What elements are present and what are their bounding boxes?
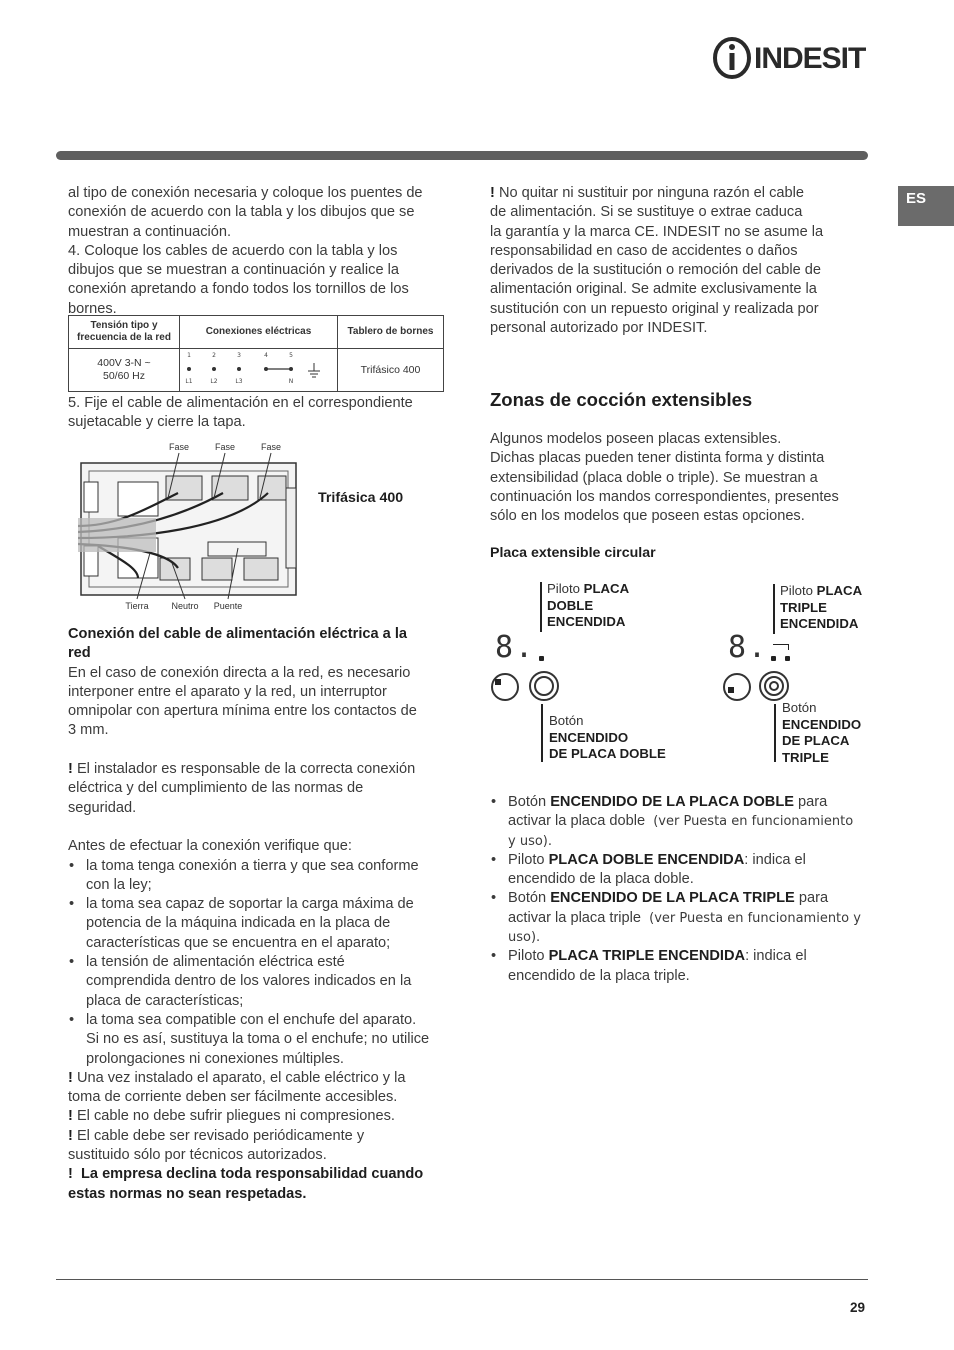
pilot-triple-bracket [788, 644, 789, 650]
display-triple: 8. [728, 630, 769, 665]
terminal-dot [187, 367, 191, 371]
text-line: En el caso de conexión directa a la red, es necesario [68, 664, 411, 681]
text-line: El cable debe ser revisado periódicamente y [76, 1127, 365, 1144]
zone-button[interactable] [491, 673, 519, 701]
warning-icon: ! [68, 761, 73, 778]
list-item: • la toma sea compatible con el enchufe del aparato. Si no es así, sustituya la toma o el enchufe; no utilice prolongaciones ni conexiones múltiples. [68, 1011, 453, 1069]
button-double-leader [541, 704, 543, 762]
zone-button[interactable] [723, 673, 751, 701]
display-double: 8. [495, 630, 536, 665]
triple-plate-button[interactable] [759, 671, 789, 701]
text-line: continuación los mandos correspondientes, presentes [490, 488, 839, 505]
table-cell [69, 349, 180, 392]
list-item: • la tensión de alimentación eléctrica esté comprendida dentro de los valores indicados en la placa de características; [68, 953, 453, 1011]
text-line: La empresa declina toda responsabilidad cuando [80, 1166, 424, 1183]
button-double-label: Botón ENCENDIDO DE PLACA DOBLE [549, 713, 666, 761]
header-bar [56, 151, 868, 160]
text-line: Antes de efectuar la conexión verifique que: [68, 838, 352, 855]
triple-ring-icon [764, 676, 784, 696]
tierra-label: Tierra [125, 601, 149, 611]
section-heading: Zonas de cocción extensibles [490, 389, 753, 410]
warning-icon: ! [490, 185, 495, 201]
fase-label: Fase [260, 442, 282, 452]
verify-list [68, 857, 453, 1069]
terminal-block-diagram [78, 438, 310, 616]
connections-table [68, 315, 444, 392]
language-tab [898, 186, 954, 226]
text-line: toma de corriente deben ser fácilmente accesibles. [68, 1089, 398, 1106]
text-line: Dichas placas pueden tener distinta forma y distinta [490, 450, 825, 467]
pilot-triple-led-2 [785, 656, 790, 661]
text-line: extensibilidad (placa doble o triple). Se muestran a [490, 469, 818, 486]
text-line: derivados de la sustitución o remoción del cable de [490, 262, 821, 279]
list-item: • la toma tenga conexión a tierra y que sea conforme con la ley; [68, 857, 453, 896]
text-line: Algunos modelos poseen placas extensibles. [490, 431, 782, 447]
warning-icon: ! [68, 1166, 73, 1183]
phase-label: L1 [185, 378, 193, 385]
pilot-triple-label: Piloto PLACA TRIPLE ENCENDIDA [780, 583, 863, 631]
lower-terminals [160, 558, 278, 580]
cable-holder-top [118, 482, 158, 516]
page-number: 29 [850, 1300, 866, 1315]
zone-indicator-icon [728, 687, 734, 693]
text-line: eléctrica y del cumplimiento de las normas de [68, 780, 364, 797]
phase-label: L2 [210, 378, 218, 385]
section-text [490, 430, 875, 526]
clamp-left-top [84, 482, 98, 512]
text-line: 5. Fije el cable de alimentación en el correspondiente [68, 395, 413, 411]
text-line: personal autorizado por INDESIT. [490, 320, 708, 337]
brand-name: INDESIT [754, 42, 866, 75]
button-triple-label: Botón ENCENDIDO DE PLACA TRIPLE [782, 700, 862, 765]
terminal-number: 3 [237, 352, 241, 359]
text-line: al tipo de conexión necesaria y coloque los puentes de [68, 185, 423, 201]
text-line: 3 mm. [68, 722, 109, 739]
table-header: Tablero de bornes [338, 316, 444, 349]
list-item: • Botón ENCENDIDO DE LA PLACA TRIPLE para activar la placa triple (ver Puesta en funcionamiento y uso). [490, 889, 875, 947]
terminal-bridge-diagram [181, 349, 336, 387]
list-item: • la toma sea capaz de soportar la carga máxima de potencia de la máquina indicada en la placa de características que se encuentra en el aparato; [68, 895, 453, 953]
terminal-number: 4 [264, 352, 268, 359]
text-line: El cable no debe sufrir pliegues ni compresiones. [76, 1108, 395, 1125]
text-line: dibujos que se muestran a continuación y realice la [68, 262, 399, 279]
list-item: • Piloto PLACA TRIPLE ENCENDIDA: indica el encendido de la placa triple. [490, 947, 875, 986]
text-line: la garantía y la marca CE. INDESIT no se asume la [490, 223, 824, 240]
phase-label: N [288, 378, 294, 385]
text-line: responsabilidad en caso de accidentes o daños [490, 242, 798, 259]
fase-label: Fase [168, 442, 190, 452]
phase-terminals [166, 476, 286, 500]
phase-label: L3 [235, 378, 243, 385]
text-line: El instalador es responsable de la correcta conexión [76, 761, 416, 778]
text-line: 4. Coloque los cables de acuerdo con la tabla y los [68, 242, 398, 259]
terminal-number: 1 [187, 352, 191, 359]
warning-icon: ! [68, 1069, 73, 1086]
button-triple-leader [774, 704, 776, 762]
list-item: • Botón ENCENDIDO DE LA PLACA DOBLE para activar la placa doble (ver Puesta en funcionamiento y uso). [490, 793, 875, 851]
text-line: sólo en los modelos que poseen estas opciones. [490, 508, 805, 525]
diagram-caption: Trifásica 400 [318, 490, 404, 506]
text-line: estas normas no sean respetadas. [68, 1185, 307, 1202]
pilot-triple-bracket [773, 644, 789, 645]
controls-description [490, 793, 875, 986]
section-title: Conexión del cable de alimentación eléctrica a la [68, 626, 408, 642]
text-line: omnipolar con apertura mínima entre los contactos de [68, 703, 417, 720]
text-line: conexión de acuerdo con la tabla y los dibujos que se [68, 204, 415, 221]
terminal-number: 5 [289, 352, 293, 359]
terminal-dot [212, 367, 216, 371]
text-line: alimentación original. Se admite exclusivamente la [490, 281, 817, 298]
ground-icon [308, 363, 320, 377]
double-plate-button[interactable] [529, 671, 559, 701]
intro-text [68, 184, 453, 319]
double-ring-icon [534, 676, 554, 696]
text-line: conexión apretando a fondo todos los tornillos de los [68, 281, 409, 298]
pilot-double-label: Piloto PLACA DOBLE ENCENDIDA [547, 581, 630, 629]
pilot-triple-led-1 [771, 656, 776, 661]
subsection-heading: Placa extensible circular [490, 545, 656, 561]
text-line: No quitar ni sustituir por ninguna razón el cable [498, 185, 804, 201]
warning-icon: ! [68, 1108, 73, 1125]
cable-warning [490, 184, 875, 338]
zone-indicator-icon [495, 679, 501, 685]
text-line: seguridad. [68, 799, 137, 816]
brand-logo-icon [712, 36, 752, 80]
text-line: de alimentación. Si se sustituye o extrae caduca [490, 204, 803, 221]
pilot-triple-leader [773, 584, 775, 634]
table-header: Conexiones eléctricas [180, 316, 338, 349]
language-tab-label: ES [906, 190, 927, 207]
clamp-right [286, 488, 296, 568]
footer-rule [56, 1279, 868, 1280]
warning-icon: ! [68, 1127, 73, 1144]
puente-label: Puente [213, 601, 243, 611]
terminal-number: 2 [212, 352, 216, 359]
terminal-dot [237, 367, 241, 371]
voltage-value: 400V 3-N ~ [97, 357, 151, 369]
text-line: sustituido sólo por técnicos autorizados. [68, 1147, 327, 1164]
step5-text [68, 394, 453, 433]
table-header: Tensión tipo y frecuencia de la red [69, 316, 180, 349]
pilot-double-leader [540, 582, 542, 632]
text-line: bornes. [68, 300, 117, 317]
table-cell: Trifásico 400 [338, 349, 444, 392]
text-line: sustitución con un repuesto original y realizada por [490, 300, 819, 317]
brand-logo [712, 36, 872, 82]
neutro-label: Neutro [171, 601, 199, 611]
connection-section [68, 625, 453, 1204]
text-line: interponer entre el aparato y la red, un interruptor [68, 683, 387, 700]
cable-sheath [78, 518, 156, 552]
frequency-value: 50/60 Hz [102, 370, 146, 382]
pilot-double-led [539, 656, 544, 661]
terminal-diagram-cell [180, 349, 338, 392]
fase-label: Fase [214, 442, 236, 452]
section-title: red [68, 645, 91, 662]
list-item: • Piloto PLACA DOBLE ENCENDIDA: indica el encendido de la placa doble. [490, 851, 875, 890]
text-line: Una vez instalado el aparato, el cable eléctrico y la [76, 1069, 406, 1086]
text-line: muestran a continuación. [68, 223, 232, 240]
text-line: sujetacable y cierre la tapa. [68, 414, 246, 431]
